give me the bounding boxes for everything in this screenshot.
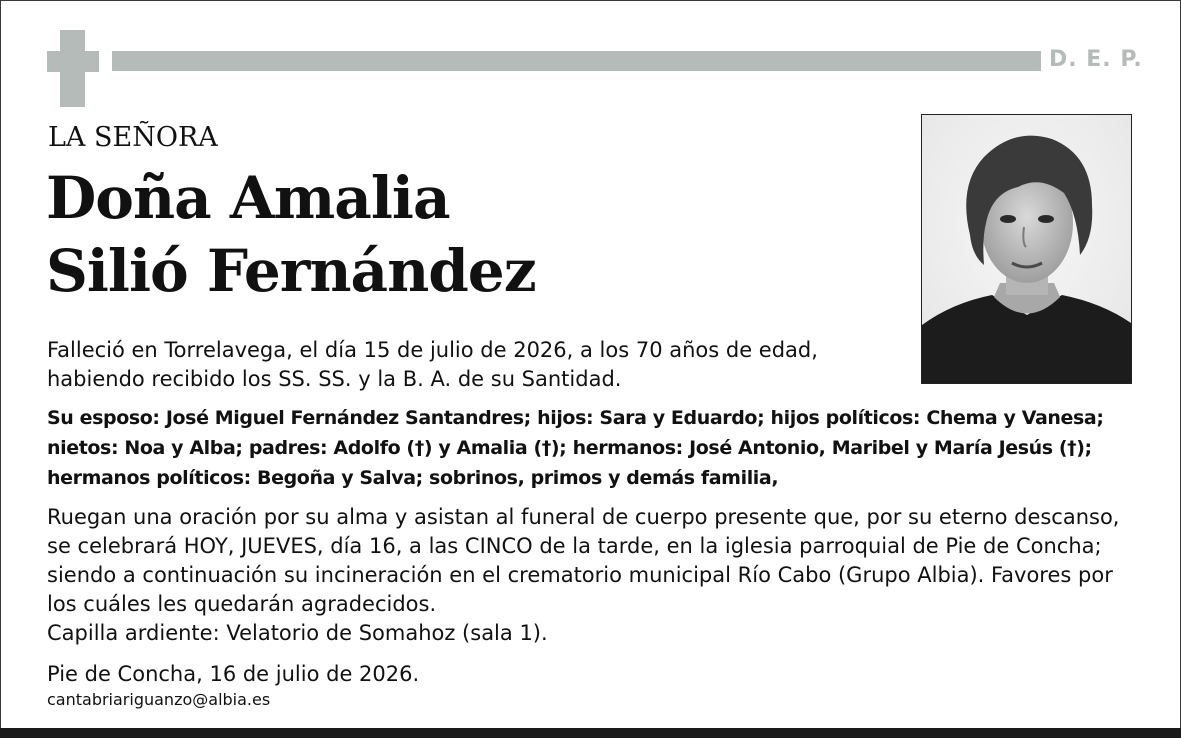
dep-label: D. E. P. <box>1049 47 1143 72</box>
honorific: LA SEÑORA <box>48 122 218 153</box>
portrait-photo <box>921 114 1132 384</box>
funeral-service-text: Ruegan una oración por su alma y asistan al funeral de cuerpo presente que, por su eterno descanso, se celebrará HOY, JUEVES, día 16, a las CINCO de la tarde, en la iglesia parroquial de Pie de Concha; siendo a continuación su incineración en el crematorio municipal Río Cabo (Grupo Albia). Favores por los cuáles les quedarán agradecidos. <box>47 505 1120 616</box>
bottom-border <box>0 728 1181 738</box>
deceased-name <box>46 162 536 308</box>
cross-icon-bar <box>47 51 99 72</box>
death-notice-paragraph: Falleció en Torrelavega, el día 15 de julio de 2026, a los 70 años de edad, habiendo recibido los SS. SS. y la B. A. de su Santidad. <box>47 338 818 391</box>
funeral-service-paragraph <box>47 503 1132 648</box>
contact-email[interactable]: cantabriariguanzo@albia.es <box>47 690 271 709</box>
header-rule <box>112 51 1041 71</box>
deceased-name-line-1: Doña Amalia <box>46 164 450 232</box>
place-date: Pie de Concha, 16 de julio de 2026. <box>47 662 420 686</box>
deceased-name-line-2: Silió Fernández <box>46 237 536 305</box>
chapel-info: Capilla ardiente: Velatorio de Somahoz (sala 1). <box>47 621 548 645</box>
family-list: Su esposo: José Miguel Fernández Santandres; hijos: Sara y Eduardo; hijos políticos: Chema y Vanesa; nietos: Noa y Alba; padres: Adolfo (†) y Amalia (†); hermanos: José Antonio, Maribel y María Jesús (†); hermanos políticos: Begoña y Salva; sobrinos, primos y demás familia, <box>47 407 1104 489</box>
